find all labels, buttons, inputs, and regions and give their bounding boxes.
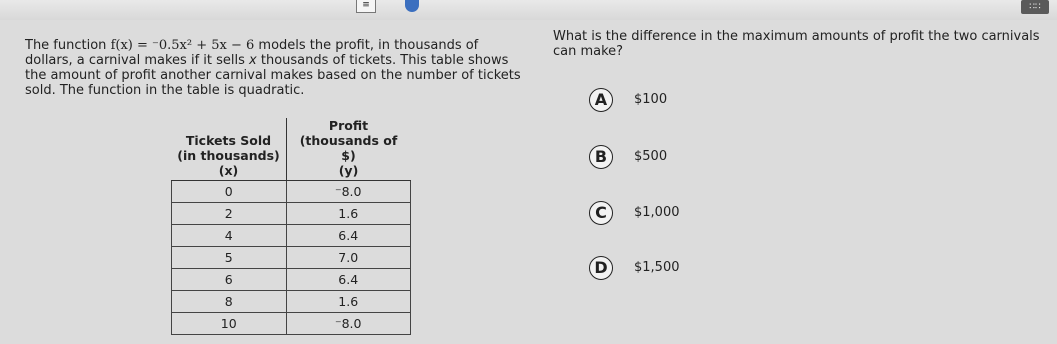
choice-letter: A <box>589 88 613 112</box>
choice-text: $500 <box>634 149 668 164</box>
header-profit: Profit (thousands of $) (y) <box>286 118 411 181</box>
table-row <box>172 247 411 269</box>
stem-text-2: models the profit, in thousands of dollars, a carnival makes if it sells <box>25 38 479 68</box>
choice-letter: B <box>589 145 613 169</box>
pointer-icon[interactable] <box>405 0 419 12</box>
pin-icon[interactable]: ≡ <box>356 0 376 13</box>
stem-text-1: The function <box>25 38 111 53</box>
question-stem <box>25 38 525 98</box>
table-row <box>172 291 411 313</box>
header-tickets: Tickets Sold (in thousands) (x) <box>172 118 287 181</box>
choice-text: $100 <box>634 92 668 107</box>
function-expression: f(x) = ⁻0.5x² + 5x − 6 <box>110 38 255 53</box>
cell-x: 5 <box>172 247 287 269</box>
cell-y: 6.4 <box>286 269 411 291</box>
table-row <box>172 313 411 335</box>
top-toolbar <box>0 0 1057 20</box>
choice-letter: C <box>589 201 613 225</box>
cell-y: ⁻8.0 <box>286 181 411 203</box>
question-prompt: What is the difference in the maximum amounts of profit the two carnivals can make? <box>553 29 1040 59</box>
choice-letter: D <box>589 256 613 280</box>
stem-variable: x <box>249 53 257 68</box>
cell-y: 6.4 <box>286 225 411 247</box>
cell-x: 6 <box>172 269 287 291</box>
grid-icon[interactable]: ∷∷ <box>1021 0 1049 14</box>
table-row <box>172 225 411 247</box>
table-row <box>172 203 411 225</box>
cell-x: 8 <box>172 291 287 313</box>
cell-y: 7.0 <box>286 247 411 269</box>
cell-x: 4 <box>172 225 287 247</box>
table-row <box>172 181 411 203</box>
choice-text: $1,500 <box>634 260 680 275</box>
table-row <box>172 269 411 291</box>
cell-x: 2 <box>172 203 287 225</box>
cell-y: 1.6 <box>286 291 411 313</box>
stem-text-3: thousands of tickets. This table shows the amount of profit another carnival makes based on the number of tickets sold. The function in the table is quadratic. <box>25 53 521 98</box>
cell-y: 1.6 <box>286 203 411 225</box>
choice-text: $1,000 <box>634 205 680 220</box>
cell-y: ⁻8.0 <box>286 313 411 335</box>
profit-table <box>171 118 411 335</box>
cell-x: 10 <box>172 313 287 335</box>
cell-x: 0 <box>172 181 287 203</box>
